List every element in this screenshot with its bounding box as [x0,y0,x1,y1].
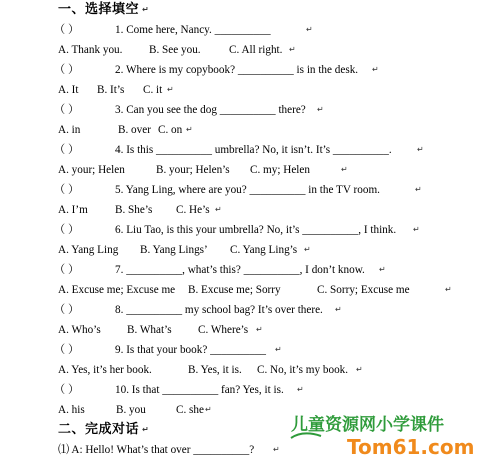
return-mark-icon: ↵ [372,65,379,74]
return-mark-icon: ↵ [445,285,452,294]
answer-paren: （ ） [54,144,80,156]
return-mark-icon: ↵ [379,265,386,274]
question-text: 2. Where is my copybook? __________ is in the desk. [115,64,359,76]
question-row [0,140,487,160]
section1-heading-text: 一、选择填空 [58,2,140,17]
option-a: A. I’m [58,204,88,216]
return-mark-icon: ↵ [306,25,313,34]
question-row [0,220,487,240]
return-mark-icon: ↵ [275,345,282,354]
answer-paren: （ ） [54,344,80,356]
option-c: C. it [143,84,163,96]
options-row [0,320,487,340]
question-row [0,340,487,360]
answer-paren: （ ） [54,264,80,276]
option-b: B. What’s [127,324,172,336]
options-row [0,280,487,300]
question-text: 8. __________ my school bag? It’s over there. [115,304,323,316]
option-b: B. See you. [149,44,201,56]
question-row [0,100,487,120]
return-mark-icon: ↵ [167,85,174,94]
question-row [0,60,487,80]
section2-heading-text: 二、完成对话 [58,422,140,437]
return-mark-icon: ↵ [304,245,311,254]
return-mark-icon: ↵ [341,165,348,174]
return-mark-icon: ↵ [215,205,222,214]
option-b: B. Excuse me; Sorry [188,284,281,296]
answer-paren: （ ） [54,224,80,236]
option-a: A. Thank you. [58,44,123,56]
option-a: A. in [58,124,81,136]
return-mark-icon: ↵ [289,45,296,54]
options-row [0,360,487,380]
answer-paren: （ ） [54,104,80,116]
return-mark-icon: ↵ [186,125,193,134]
options-row [0,120,487,140]
watermark-line2: Tom61.com [347,435,475,459]
option-c: C. she [176,404,204,416]
option-b: B. She’s [115,204,153,216]
return-mark-icon: ↵ [273,445,280,454]
return-mark-icon: ↵ [205,405,212,414]
return-mark-icon: ↵ [335,305,342,314]
dialogue-text: ⑴ A: Hello! What’s that over __________? [58,444,255,456]
return-mark-icon: ↵ [256,325,263,334]
option-b: B. you [116,404,146,416]
question-text: 3. Can you see the dog __________ there? [115,104,306,116]
option-c: C. He’s [176,204,210,216]
option-b: B. over [118,124,151,136]
options-row [0,40,487,60]
options-row [0,240,487,260]
answer-paren: （ ） [54,384,80,396]
option-a: A. his [58,404,85,416]
section2-heading [0,420,487,440]
answer-paren: （ ） [54,24,80,36]
answer-paren: （ ） [54,64,80,76]
question-text: 1. Come here, Nancy. __________ [115,24,271,36]
answer-paren: （ ） [54,304,80,316]
option-c: C. Where’s [198,324,249,336]
question-row [0,380,487,400]
question-text: 10. Is that __________ fan? Yes, it is. [115,384,284,396]
return-mark-icon: ↵ [415,185,422,194]
question-text: 9. Is that your book? __________ [115,344,267,356]
section1-heading [0,0,487,20]
return-mark-icon: ↵ [417,145,424,154]
option-b: B. It’s [97,84,125,96]
return-mark-icon: ↵ [142,425,150,434]
option-b: B. Yang Lings’ [140,244,208,256]
options-row [0,160,487,180]
dialogue-line [0,440,487,460]
option-c: C. All right. [229,44,283,56]
return-mark-icon: ↵ [356,365,363,374]
option-c: C. my; Helen [250,164,310,176]
option-b: B. Yes, it is. [188,364,242,376]
return-mark-icon: ↵ [413,225,420,234]
option-a: A. Excuse me; Excuse me [58,284,176,296]
option-a: A. It [58,84,79,96]
option-a: A. Yes, it’s her book. [58,364,152,376]
option-a: A. Who’s [58,324,101,336]
watermark-line1: 儿童资源网小学课件 [291,415,444,435]
question-row [0,180,487,200]
return-mark-icon: ↵ [142,5,150,14]
option-a: A. Yang Ling [58,244,119,256]
question-row [0,260,487,280]
question-text: 5. Yang Ling, where are you? __________ in the TV room. [115,184,380,196]
question-row [0,300,487,320]
answer-paren: （ ） [54,184,80,196]
question-text: 4. Is this __________ umbrella? No, it isn’t. It’s __________. [115,144,392,156]
option-b: B. your; Helen’s [156,164,230,176]
options-row [0,80,487,100]
return-mark-icon: ↵ [297,385,304,394]
options-row [0,200,487,220]
question-text: 6. Liu Tao, is this your umbrella? No, it’s __________, I think. [115,224,397,236]
option-a: A. your; Helen [58,164,125,176]
return-mark-icon: ↵ [317,105,324,114]
options-row [0,400,487,420]
option-c: C. on [158,124,183,136]
option-c: C. Sorry; Excuse me [317,284,410,296]
question-text: 7. __________, what’s this? __________, I don’t know. [115,264,365,276]
option-c: C. Yang Ling’s [230,244,298,256]
option-c: C. No, it’s my book. [257,364,349,376]
question-row [0,20,487,40]
